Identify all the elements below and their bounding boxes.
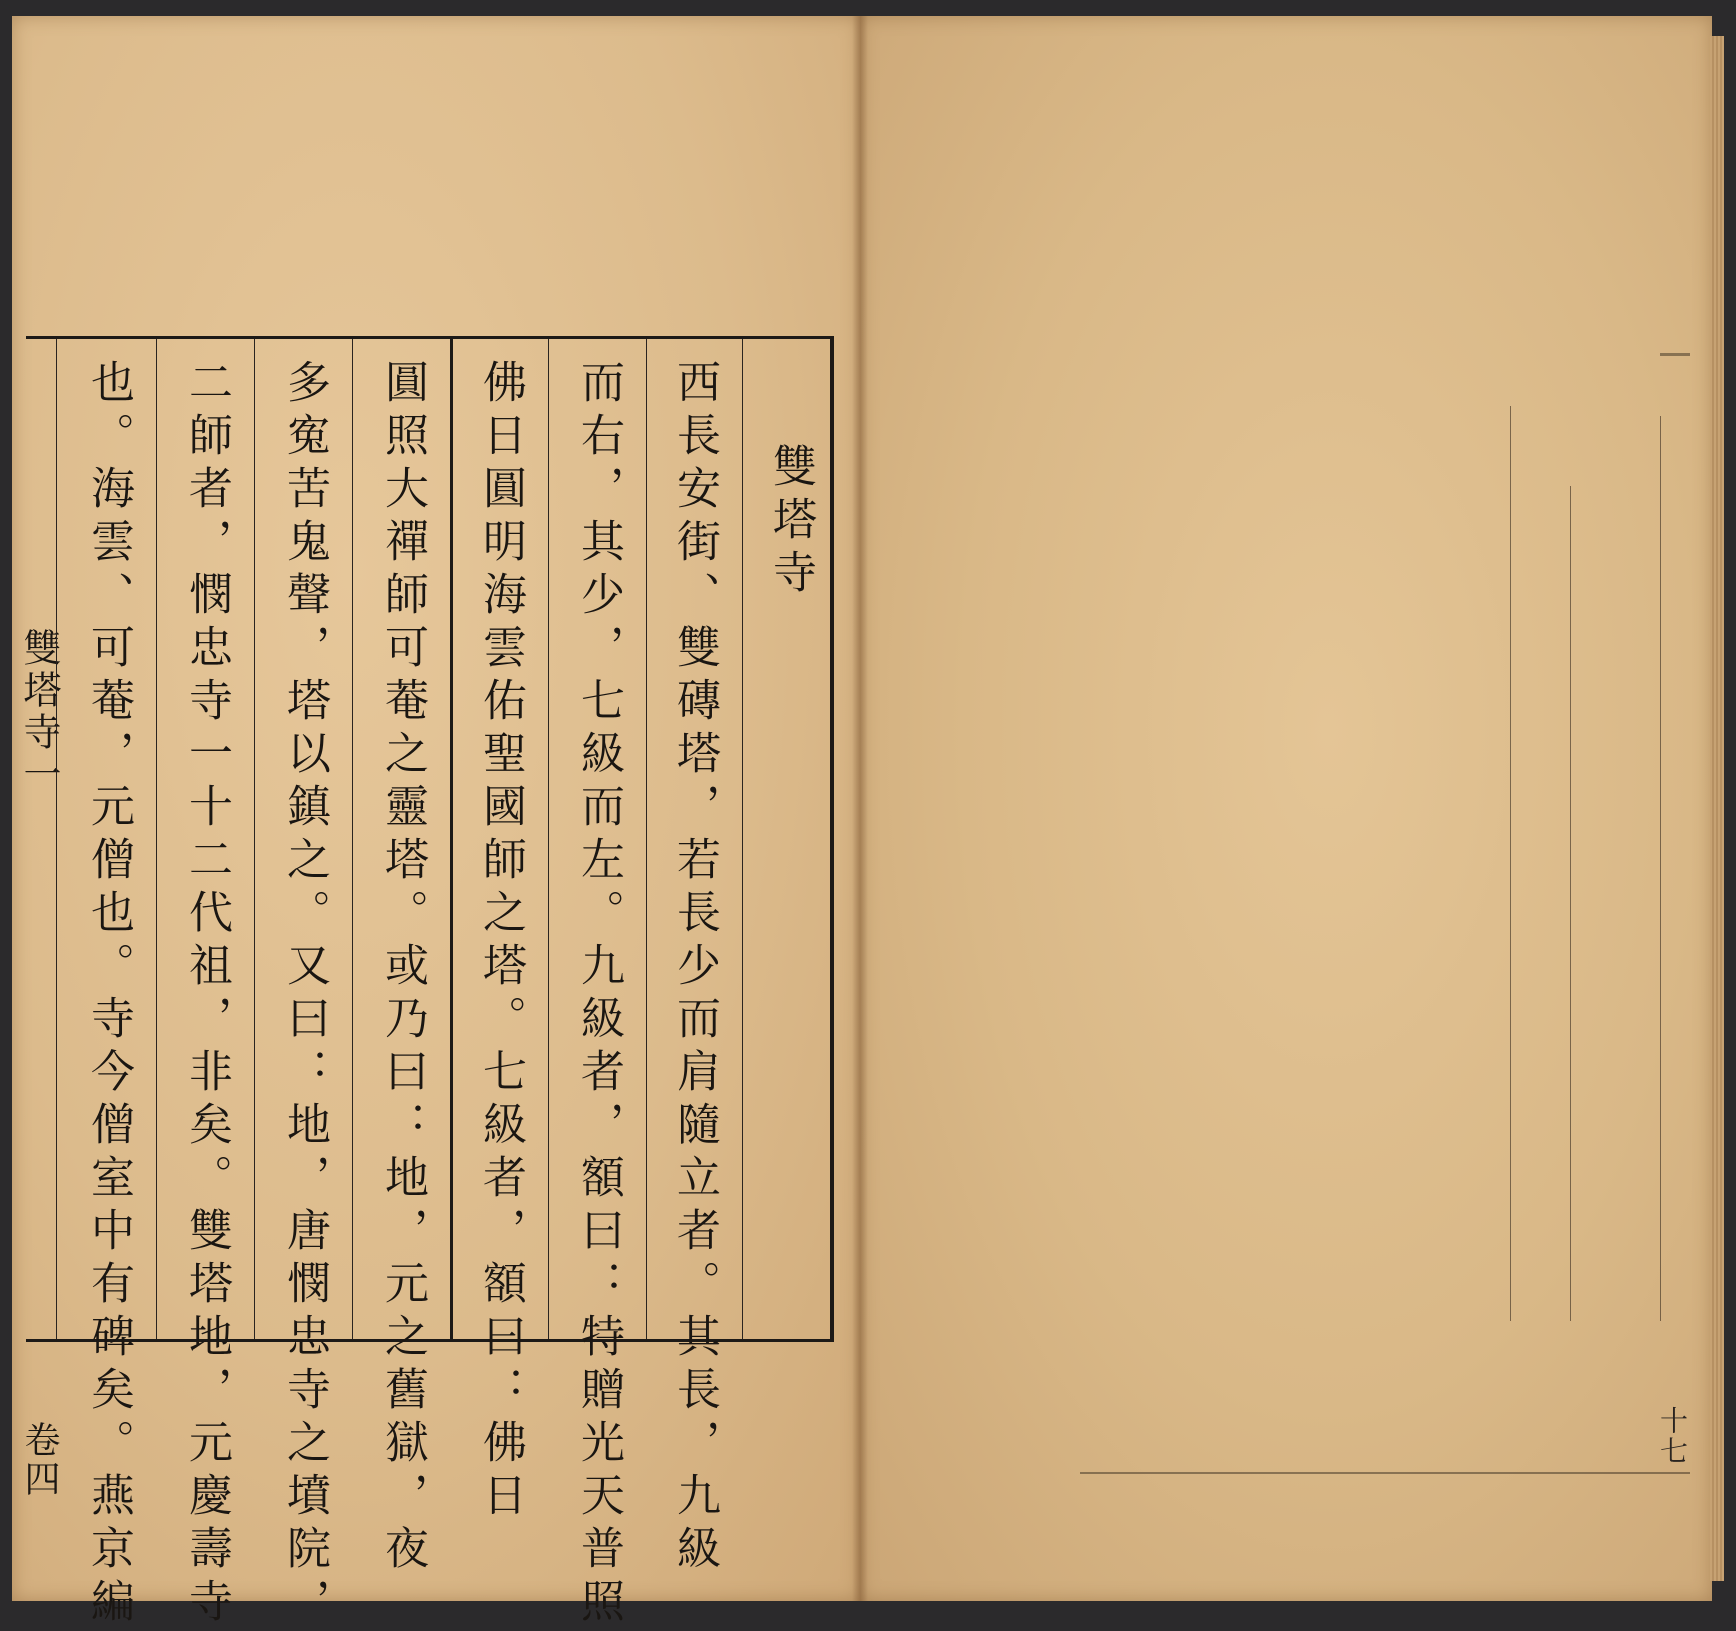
text-column: 多寃苦鬼聲，塔以鎮之。又曰：地，唐憫忠寺之墳院， <box>279 359 330 1631</box>
show-through-border <box>1660 353 1690 356</box>
text-column: 圓照大禪師可菴之靈塔。或乃曰：地，元之舊獄，夜 <box>377 359 428 1578</box>
column-rule <box>450 339 453 1339</box>
show-through-rule <box>1570 486 1571 1321</box>
left-page <box>12 16 860 1631</box>
right-page <box>860 16 1712 1601</box>
show-through-rule <box>1660 416 1661 1321</box>
column-rule <box>156 339 157 1339</box>
text-column: 也。海雲、可菴，元僧也。寺今僧室中有碑矣。燕京編 <box>83 359 134 1631</box>
book-spread <box>12 16 1724 1631</box>
margin-title: 雙塔寺一 <box>17 628 61 796</box>
page-edges <box>1710 36 1724 1581</box>
column-rule <box>646 339 647 1339</box>
column-rule <box>548 339 549 1339</box>
section-title: 雙塔寺 <box>765 443 816 602</box>
folio-number: 十七 <box>1656 1406 1689 1466</box>
show-through-rule <box>1510 406 1511 1321</box>
text-column: 而右，其少，七級而左。九級者，額曰：特贈光天普照 <box>573 359 624 1631</box>
column-rule <box>56 339 57 1339</box>
show-through-border <box>1080 1472 1690 1474</box>
column-rule <box>254 339 255 1339</box>
text-column: 佛日圓明海雲佑聖國師之塔。七級者，額曰：佛日 <box>475 359 526 1525</box>
text-column: 二師者，憫忠寺一十二代祖，非矣。雙塔地，元慶壽寺 <box>181 359 232 1631</box>
text-column: 西長安街、雙磚塔，若長少而肩隨立者。其長，九級 <box>669 359 720 1578</box>
column-rule <box>742 339 743 1339</box>
column-rule <box>352 339 353 1339</box>
margin-volume-number: 卷四 <box>19 1421 60 1499</box>
book-spine <box>852 16 868 1601</box>
